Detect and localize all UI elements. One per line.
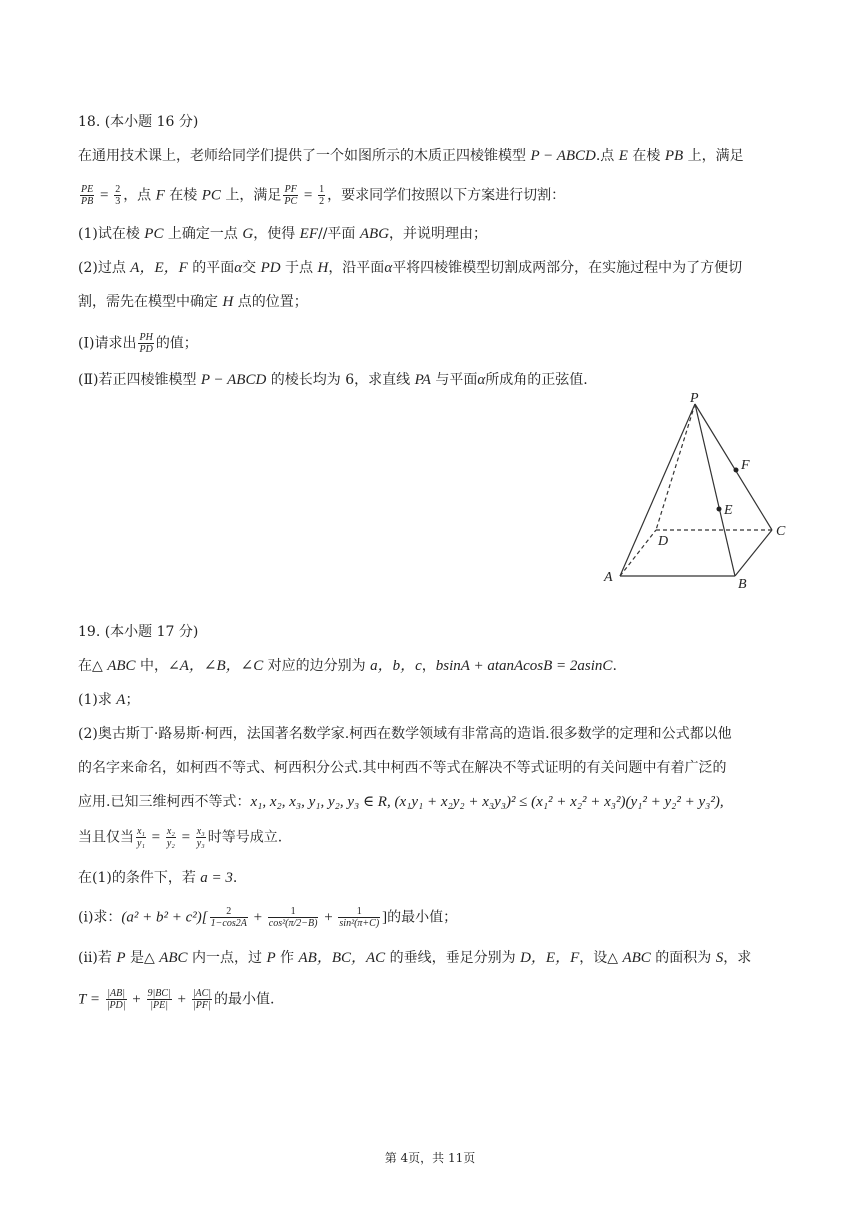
math: A: [116, 692, 126, 708]
fraction-x3-y3: [196, 826, 206, 849]
math-edge: PC: [201, 187, 221, 204]
fraction-2: [268, 906, 319, 929]
q19-part2-line2: 的名字来命名，如柯西不等式、柯西积分公式.其中柯西不等式在解决不等式证明的有关问题中有着广泛的: [78, 760, 727, 776]
denominator: PD: [139, 344, 153, 355]
text: 上，满足: [683, 148, 744, 164]
fraction-pf-pc: [283, 184, 298, 207]
text: 对应的边分别为: [263, 658, 371, 674]
math: H: [222, 294, 234, 310]
edge-pc: [695, 404, 772, 530]
denominator: |PD|: [106, 1000, 126, 1011]
math-model: P − ABCD: [530, 148, 596, 164]
math: P: [116, 950, 126, 966]
denominator: PB: [81, 196, 94, 207]
text: 在(1)的条件下，若: [78, 870, 201, 886]
numerator: 1: [338, 906, 380, 918]
text: (Ⅰ)请求出: [78, 335, 137, 352]
text: ，: [421, 658, 436, 674]
numerator: x₂: [166, 826, 175, 837]
math: AB，BC，AC: [298, 950, 386, 966]
denominator: 1−cos2A: [210, 918, 247, 929]
text: 所成角的正弦值.: [485, 372, 588, 388]
math-equation: bsinA + atanAcosB = 2asinC: [435, 658, 613, 674]
denominator: 2: [319, 196, 325, 207]
text: (ⅰ)求：: [78, 909, 122, 926]
edge-pa: [620, 404, 695, 576]
pyramid-figure: [600, 390, 800, 590]
label-a: A: [604, 570, 613, 585]
numerator: 1: [268, 906, 319, 918]
math: G: [242, 226, 254, 242]
text: .点: [595, 148, 619, 164]
numerator: x₁: [137, 826, 145, 837]
text: 与平面: [430, 372, 478, 388]
fraction-2-3: [114, 184, 121, 207]
math: PC: [144, 226, 164, 242]
text: 的平面: [187, 260, 235, 276]
denominator: |PF|: [193, 1000, 211, 1011]
fraction-1: [210, 906, 248, 929]
q18-part-i: [78, 332, 198, 355]
numerator: 9|BC|: [147, 988, 171, 999]
denominator: sin²(π+C): [339, 918, 380, 929]
equals: =: [96, 187, 113, 204]
text: 在△: [78, 658, 108, 674]
math: x₁, x₂, x₃, y₁, y₂, y₃ ∈ R: [250, 794, 387, 810]
text: 在通用技术课上，老师给同学们提供了一个如图所示的木质正四棱锥模型: [78, 148, 531, 164]
q18-part2-line1: [78, 258, 742, 278]
q19-condition: [78, 868, 237, 888]
text: 的最小值；: [387, 909, 458, 926]
edge-ad: [620, 530, 656, 576]
numerator: PE: [81, 184, 94, 195]
text: .: [612, 658, 617, 674]
edge-pb: [695, 404, 735, 576]
math: α: [384, 260, 393, 276]
text: (2)过点: [78, 260, 131, 276]
text: 平将四棱锥模型切割成两部分，在实施过程中为了方便切: [392, 260, 743, 276]
math: P − ABCD: [200, 372, 267, 388]
fraction-x2-y2: [166, 826, 176, 849]
q18-part2-line2: [78, 292, 308, 312]
q19-part2-line3: [78, 792, 724, 812]
page-footer: 第 4页，共 11页: [384, 1151, 476, 1165]
text: 的面积为: [650, 950, 716, 966]
math: A，∠B，∠C: [179, 658, 264, 674]
label-p: P: [690, 391, 699, 406]
math: S: [715, 950, 724, 966]
point-e: [717, 507, 722, 512]
q19-statement: [78, 656, 617, 676]
math: A，E，F: [130, 260, 188, 276]
plus: +: [249, 909, 266, 926]
numerator: 1: [319, 184, 325, 195]
numerator: 2: [210, 906, 248, 918]
text: 内一点，过: [187, 950, 267, 966]
text: 是△: [125, 950, 160, 966]
numerator: PH: [139, 332, 153, 343]
math: a = 3: [200, 870, 233, 886]
q19-header: 19. (本小题 17 分): [78, 624, 199, 640]
math: ABG: [359, 226, 390, 242]
math: H: [317, 260, 329, 276]
edge-bc: [735, 530, 772, 576]
text: 当且仅当: [78, 829, 134, 846]
math: PA: [414, 372, 431, 388]
text: 的棱长均为 6，求直线: [266, 372, 415, 388]
text: 在棱: [627, 148, 665, 164]
q18-condition-line: [78, 184, 565, 207]
text: ，沿平面: [328, 260, 385, 276]
denominator: |PE|: [150, 1000, 168, 1011]
numerator: x₃: [196, 826, 205, 837]
q18-intro-line: [78, 146, 744, 166]
numerator: |AC|: [192, 988, 212, 999]
q18-part-ii: [78, 370, 588, 390]
text: 应用.已知三维柯西不等式：: [78, 794, 251, 810]
q19-part-i: [78, 906, 457, 929]
fraction-pe-pb: [80, 184, 94, 207]
fraction-bc-pe: [147, 988, 172, 1011]
math: a，b，c: [370, 658, 422, 674]
math-point: E: [618, 148, 628, 164]
text: (Ⅱ)若正四棱锥模型: [78, 372, 201, 388]
q19-part2-line1: (2)奥古斯丁·路易斯·柯西，法国著名数学家.柯西在数学领域有非常高的造诣.很多数学的定理和公式都以他: [78, 726, 732, 742]
numerator: 2: [115, 184, 121, 195]
label-d: D: [658, 534, 669, 549]
denominator: y₂: [166, 838, 175, 849]
text: .: [232, 870, 238, 886]
plus: +: [320, 909, 337, 926]
fraction-1-2: [318, 184, 325, 207]
text: ；: [125, 692, 140, 708]
math: P: [266, 950, 276, 966]
q18-header: 18. (本小题 16 分): [78, 114, 199, 130]
plus: +: [173, 991, 190, 1008]
text: 在棱: [164, 187, 202, 204]
q19-part2-line4: [78, 826, 282, 849]
fraction-3: [338, 906, 380, 929]
denominator: y₁: [137, 838, 145, 849]
text: (1)求: [78, 692, 117, 708]
math-point: F: [155, 187, 165, 204]
text: 的最小值.: [214, 991, 275, 1008]
numerator: |AB|: [107, 988, 125, 999]
math: ABC: [159, 950, 188, 966]
text: 的值；: [155, 335, 198, 352]
math: D，E，F: [520, 950, 580, 966]
math: ABC: [622, 950, 651, 966]
text: 点的位置；: [233, 294, 308, 310]
label-f: F: [741, 458, 750, 473]
point-f: [734, 468, 739, 473]
text: (ⅱ)若: [78, 950, 117, 966]
text: 割，需先在模型中确定: [78, 294, 223, 310]
text: ，要求同学们按照以下方案进行切割：: [327, 187, 566, 204]
text: 于点: [280, 260, 318, 276]
text: //平面: [317, 226, 360, 242]
edge-pd: [656, 404, 695, 530]
label-b: B: [738, 577, 747, 590]
denominator: PC: [284, 196, 298, 207]
q18-part1: [78, 224, 487, 244]
text: ，并说明理由；: [389, 226, 488, 242]
fraction-ac-pf: [192, 988, 212, 1011]
math: EF: [299, 226, 318, 242]
text: 上，满足: [220, 187, 282, 204]
q19-part-ii-line1: [78, 948, 751, 968]
math-inequality: , (x₁y₁ + x₂y₂ + x₃y₃)² ≤ (x₁² + x₂² + x₃²)(y₁² + y₂² + y₃²),: [386, 794, 724, 810]
text: ，设△: [579, 950, 623, 966]
math: α: [477, 372, 486, 388]
math: ABC: [107, 658, 136, 674]
q19-part-ii-line2: [78, 988, 274, 1011]
math: ]: [382, 909, 388, 926]
math: T =: [78, 991, 104, 1008]
fraction-x1-y1: [136, 826, 146, 849]
equals: =: [177, 829, 194, 846]
text: ，点: [123, 187, 156, 204]
label-e: E: [724, 503, 733, 518]
text: 上确定一点: [163, 226, 243, 242]
q19-part1: [78, 690, 139, 710]
plus: +: [128, 991, 145, 1008]
denominator: cos²(π/2−B): [268, 918, 318, 929]
denominator: y₃: [196, 838, 205, 849]
text: (1)试在棱: [78, 226, 145, 242]
math: PD: [260, 260, 281, 276]
equals: =: [300, 187, 317, 204]
math: (a² + b² + c²)[: [121, 909, 208, 926]
text: 的垂线，垂足分别为: [385, 950, 521, 966]
text: 交: [242, 260, 261, 276]
denominator: 3: [115, 196, 121, 207]
math: α: [234, 260, 243, 276]
fraction-ab-pd: [106, 988, 127, 1011]
fraction-ph-pd: [138, 332, 153, 355]
label-c: C: [776, 524, 786, 539]
text: ，求: [723, 950, 752, 966]
text: ，使得: [253, 226, 300, 242]
numerator: PF: [284, 184, 297, 195]
math-edge: PB: [664, 148, 684, 164]
text: 中，∠: [135, 658, 180, 674]
text: 时等号成立.: [207, 829, 283, 846]
equals: =: [147, 829, 164, 846]
text: 作: [275, 950, 299, 966]
